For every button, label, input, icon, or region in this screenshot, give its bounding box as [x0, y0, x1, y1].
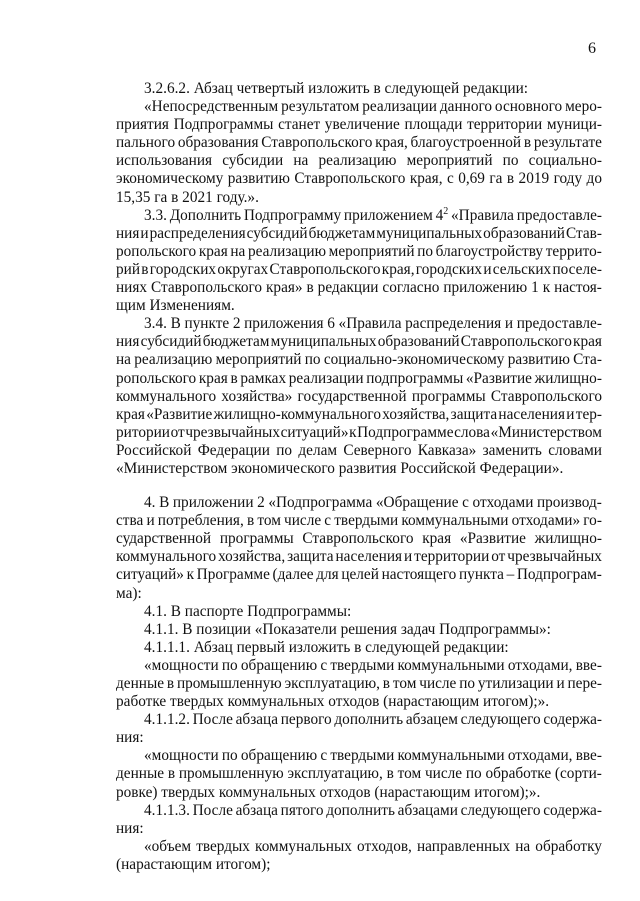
word: Ставропольского — [294, 170, 406, 188]
word: отходами, — [507, 656, 573, 674]
word: заменить — [482, 441, 542, 459]
word: по — [465, 765, 482, 783]
text-line — [116, 207, 602, 225]
word: ситуаций» — [280, 423, 349, 441]
word: «мощности — [144, 656, 219, 674]
word: Ставропольского — [261, 134, 373, 152]
word: реализации — [362, 98, 437, 116]
word: настоя- — [554, 279, 602, 297]
word: пункте — [184, 315, 230, 333]
word: «Подпрограмма — [268, 494, 373, 512]
word: муниципальных — [376, 224, 483, 242]
word: в — [523, 134, 532, 152]
word: отходами» — [511, 512, 581, 530]
word: муниципальных — [270, 333, 377, 351]
word: В — [159, 494, 170, 512]
word: пального — [116, 134, 176, 152]
word: После — [192, 711, 233, 729]
text-line — [116, 406, 602, 424]
word: утилизации — [477, 675, 554, 692]
word: реализацию — [318, 152, 397, 170]
word: использования — [116, 152, 213, 170]
word: ства — [116, 512, 144, 530]
word: государственной — [297, 387, 407, 405]
paragraph-gap — [116, 478, 602, 494]
text-line — [116, 116, 602, 134]
word: приложению — [443, 279, 528, 297]
word: отходами — [472, 494, 534, 512]
word: Ста- — [573, 351, 602, 369]
word: к — [186, 566, 194, 584]
word: словами — [548, 441, 602, 459]
word: том — [397, 765, 422, 783]
word: приятия — [116, 116, 169, 134]
word: 2 — [232, 315, 241, 333]
word: редакции — [317, 279, 379, 297]
word: мероприятий — [328, 242, 415, 260]
word: производ- — [536, 494, 602, 512]
word: и — [404, 548, 413, 566]
word: «Развитие — [465, 369, 532, 387]
word: благоустройству — [435, 242, 544, 260]
text-line — [116, 566, 602, 584]
word: 3.3. — [144, 206, 167, 224]
word: ния — [116, 333, 140, 351]
word: с — [324, 512, 332, 530]
word: обработку — [535, 837, 602, 855]
word: в — [382, 675, 391, 692]
word: субсидий — [140, 333, 202, 351]
word: том — [392, 675, 417, 692]
word: абзаца — [235, 801, 278, 819]
word: чрезвычайных — [507, 548, 602, 566]
text-line: (нарастающим итогом); — [116, 855, 271, 873]
word: Кавказа» — [417, 441, 477, 459]
word: предоставле- — [516, 206, 602, 224]
word: программы — [411, 387, 486, 405]
word: отходов, — [357, 837, 412, 855]
text-line — [116, 530, 602, 548]
word: террито- — [545, 242, 602, 260]
word: настоящего — [381, 566, 457, 584]
text-line — [116, 548, 602, 566]
word: Подпрограммы — [173, 116, 274, 134]
word: распределения — [149, 224, 246, 242]
word: пятого — [280, 801, 324, 819]
word: в — [306, 279, 314, 297]
word: развитию — [227, 170, 290, 188]
text-line — [116, 711, 602, 729]
word: рий — [116, 260, 141, 278]
word: по — [276, 441, 293, 459]
word: обращению — [240, 656, 318, 674]
word: $4^2$ — [435, 205, 449, 224]
text-line — [116, 765, 602, 783]
text-line: щим Изменениям. — [116, 297, 235, 315]
text-line: «Министерством экономического развития Российской Федерации». — [116, 459, 564, 477]
word: в — [166, 675, 175, 692]
text-line — [116, 243, 602, 261]
word: в — [230, 369, 238, 387]
word: «Правила — [338, 315, 402, 333]
word: «Обращение — [375, 494, 459, 512]
word: пункта — [458, 566, 504, 584]
word: сударственной — [116, 530, 212, 548]
word: обращению — [240, 747, 318, 765]
word: от — [170, 423, 185, 441]
word: пере- — [567, 675, 602, 692]
text-line: 3.2.6.2. Абзац четвертый изложить в следующей редакции: — [144, 80, 529, 97]
text-line — [116, 657, 602, 675]
word: данного — [439, 98, 493, 116]
word: с — [320, 747, 328, 765]
word: вве- — [575, 656, 602, 674]
word: основного — [494, 98, 563, 116]
word: коммунальными — [397, 656, 505, 674]
text-line — [116, 494, 602, 512]
word: го- — [583, 512, 602, 530]
word: коммунальных — [255, 837, 352, 855]
word: Ставропольского — [269, 260, 381, 278]
word: абзацами — [397, 801, 458, 819]
word: ния — [116, 224, 140, 242]
word: станет — [278, 116, 321, 134]
word: 2 — [257, 494, 265, 512]
word: реализации — [288, 369, 364, 387]
word: числе — [424, 765, 463, 783]
word: га — [489, 170, 503, 188]
word: и — [504, 315, 514, 333]
word: 3.4. — [144, 315, 167, 333]
text-line — [116, 747, 602, 765]
word: развитию — [507, 351, 570, 369]
word: Подпрограмме — [357, 423, 454, 441]
text-line — [116, 315, 602, 333]
word: с — [462, 494, 469, 512]
word: хозяйства, — [382, 405, 450, 423]
word: предоставле- — [516, 315, 602, 333]
word: края — [422, 530, 452, 548]
word: обработке — [485, 765, 552, 783]
text-line — [116, 333, 602, 351]
word: Дополнить — [169, 206, 242, 224]
word: дополнить — [326, 801, 395, 819]
word: и — [566, 405, 575, 423]
word: 2019 — [518, 170, 550, 188]
word: Программе — [196, 566, 270, 584]
word: «Развитие — [459, 530, 526, 548]
word: «мощности — [144, 747, 219, 765]
word: и — [140, 224, 149, 242]
word: согласно — [382, 279, 440, 297]
word: образований — [483, 224, 565, 242]
word: твердыми — [330, 656, 395, 674]
word: для — [316, 566, 339, 584]
word: «Развитие — [146, 405, 213, 423]
word: жилищно- — [534, 369, 602, 387]
word: территории — [414, 548, 490, 566]
word: социально-экономическому — [323, 351, 505, 369]
word: к — [349, 423, 357, 441]
word: Федерации — [197, 441, 270, 459]
word: абзаца — [235, 711, 279, 729]
word: по — [459, 675, 476, 692]
word: жилищно-коммунального — [213, 405, 381, 423]
word: по — [221, 747, 238, 765]
document-body — [116, 80, 602, 874]
word: Подпрограмму — [243, 206, 342, 224]
word: Став- — [565, 224, 602, 242]
word: в — [167, 765, 176, 783]
text-line — [116, 802, 602, 820]
word: с — [446, 170, 454, 188]
word: субсидии — [222, 152, 284, 170]
text-line: 4.1. В паспорте Подпрограммы: — [144, 602, 352, 620]
word: (сорти- — [554, 765, 602, 783]
text-line — [116, 170, 602, 188]
text-line — [116, 225, 602, 243]
word: «Непосредственным — [144, 98, 279, 116]
word: края — [198, 369, 228, 387]
word: слова — [454, 423, 490, 441]
word: мероприятий — [215, 351, 302, 369]
text-line — [116, 279, 602, 297]
word: бюджетам — [202, 333, 270, 351]
word: городских — [149, 260, 217, 278]
word: меро- — [565, 98, 602, 116]
text-line: ма): — [116, 584, 142, 602]
word: округах — [217, 260, 269, 278]
word: от — [491, 548, 506, 566]
word: в — [246, 512, 255, 530]
word: тер- — [575, 405, 602, 423]
word: образований — [377, 333, 460, 351]
word: «Министерством — [490, 423, 602, 441]
word: промышленную — [178, 765, 284, 783]
word: на — [293, 152, 309, 170]
word: хозяйства» — [221, 387, 293, 405]
word: рамках — [240, 369, 287, 387]
text-line: 4.1.1.1. Абзац первый изложить в следующей редакции: — [144, 638, 509, 656]
word: Ставропольского — [490, 387, 602, 405]
text-line — [116, 442, 602, 460]
word: ропольского — [116, 369, 197, 387]
word: «Правила — [451, 206, 514, 224]
word: твердых — [196, 837, 250, 855]
word: бюджетам — [308, 224, 376, 242]
word: по — [502, 152, 519, 170]
word: края — [116, 405, 145, 423]
word: – — [506, 566, 515, 584]
word: следующего — [460, 801, 541, 819]
word: вве- — [575, 747, 602, 765]
word: с — [320, 656, 328, 674]
word: числе — [284, 512, 322, 530]
word: 1 — [531, 279, 539, 297]
word: Российской — [116, 441, 192, 459]
text-line — [116, 675, 602, 693]
word: потребления, — [157, 512, 244, 530]
word: защита — [287, 548, 334, 566]
word: эксплуатацию, — [287, 765, 383, 783]
word: и — [146, 512, 155, 530]
word: коммунального — [116, 548, 217, 566]
word: края — [198, 242, 228, 260]
word: дополнить — [334, 711, 404, 729]
word: в — [141, 260, 149, 278]
text-line — [116, 98, 602, 116]
text-line: ния: — [116, 729, 144, 747]
word: году — [553, 170, 583, 188]
superscript: 2 — [443, 205, 449, 217]
word: края, — [375, 134, 408, 152]
text-line — [116, 134, 602, 152]
text-line: ровке) твердых коммунальных отходов (нарастающим итогом);». — [116, 783, 541, 801]
word: края» — [266, 279, 303, 297]
word: После — [192, 801, 233, 819]
word: результатом — [281, 98, 360, 116]
word: содержа- — [543, 711, 602, 729]
word: защита — [450, 405, 498, 423]
word: Ставропольского — [460, 333, 572, 351]
word: населения — [335, 548, 403, 566]
word: реализацию — [248, 242, 327, 260]
word: образования — [177, 134, 259, 152]
word: следующего — [460, 711, 541, 729]
word: Ставропольского — [302, 530, 414, 548]
word: 4.1.1.3. — [144, 801, 190, 819]
word: увеличение — [324, 116, 400, 134]
word: 0,69 — [458, 170, 485, 188]
word: на — [230, 242, 246, 260]
word: в — [386, 765, 394, 783]
text-line — [116, 838, 602, 856]
word: мероприятий — [406, 152, 493, 170]
word: распределения — [405, 315, 502, 333]
word: целей — [341, 566, 379, 584]
word: хозяйства, — [218, 548, 286, 566]
page-number: 6 — [588, 40, 596, 57]
word: на — [515, 837, 531, 855]
text-line — [116, 370, 602, 388]
word: коммунального — [116, 387, 217, 405]
word: 4. — [144, 494, 156, 512]
word: коммунальными — [397, 747, 505, 765]
word: В — [170, 315, 181, 333]
text-line: 15,35 га в 2021 году.». — [116, 188, 259, 206]
word: числе — [419, 675, 457, 692]
word: ритории — [116, 423, 170, 441]
word: до — [586, 170, 602, 188]
word: отходами, — [507, 747, 573, 765]
word: ситуаций» — [116, 566, 184, 584]
text-line — [116, 512, 602, 530]
word: в — [506, 170, 515, 188]
word: и — [556, 675, 565, 692]
word: эксплуатацию, — [284, 675, 380, 692]
word: городских — [415, 260, 483, 278]
word: Подпрограм- — [516, 566, 602, 584]
word: населения — [498, 405, 565, 423]
word: социально- — [528, 152, 602, 170]
word: чрезвычайных — [185, 423, 280, 441]
word: поселе- — [552, 260, 602, 278]
word: абзацем — [405, 711, 458, 729]
word: по — [221, 656, 238, 674]
word: края, — [409, 170, 443, 188]
text-line — [116, 152, 602, 170]
word: по — [417, 242, 434, 260]
word: промышленную — [176, 675, 282, 692]
word: программы — [219, 530, 294, 548]
text-line — [116, 261, 602, 279]
word: благоустроенной — [410, 134, 522, 152]
text-line — [116, 388, 602, 406]
word: направленных — [416, 837, 511, 855]
word: приложении — [172, 494, 254, 512]
text-line — [116, 351, 602, 369]
word: реализацию — [134, 351, 213, 369]
word: приложением — [343, 206, 433, 224]
word: ниях — [116, 279, 148, 297]
word: твердыми — [334, 512, 399, 530]
word: первого — [280, 711, 332, 729]
word: по — [304, 351, 321, 369]
word: 6 — [327, 315, 335, 333]
text-line — [116, 424, 602, 442]
text-line: работке твердых коммунальных отходов (нарастающим итогом);». — [116, 693, 550, 711]
word: приложения — [244, 315, 324, 333]
word: экономическому — [116, 170, 224, 188]
word: (далее — [272, 566, 314, 584]
word: делам — [298, 441, 338, 459]
word: твердыми — [330, 747, 395, 765]
word: Северного — [343, 441, 412, 459]
word: подпрограммы — [366, 369, 464, 387]
word: сельских — [492, 260, 552, 278]
word: результате — [533, 134, 602, 152]
word: к — [542, 279, 551, 297]
word: коммунальными — [401, 512, 509, 530]
word: денные — [116, 765, 165, 783]
word: на — [116, 351, 131, 369]
word: края — [573, 333, 602, 351]
word: денные — [116, 675, 165, 692]
word: субсидий — [246, 224, 308, 242]
text-line: 4.1.1. В позиции «Показатели решения задач Подпрограммы»: — [144, 620, 551, 638]
word: территории — [467, 116, 543, 134]
word: том — [257, 512, 281, 530]
word: ропольского — [116, 242, 197, 260]
text-line: ния: — [116, 819, 144, 837]
word: площади — [404, 116, 463, 134]
word: жилищно- — [534, 530, 602, 548]
word: «объем — [144, 837, 192, 855]
word: и — [483, 260, 492, 278]
word: 4.1.1.2. — [144, 711, 190, 729]
word: содержа- — [543, 801, 602, 819]
word: Ставропольского — [151, 279, 263, 297]
word: муници- — [546, 116, 602, 134]
word: края, — [381, 260, 415, 278]
